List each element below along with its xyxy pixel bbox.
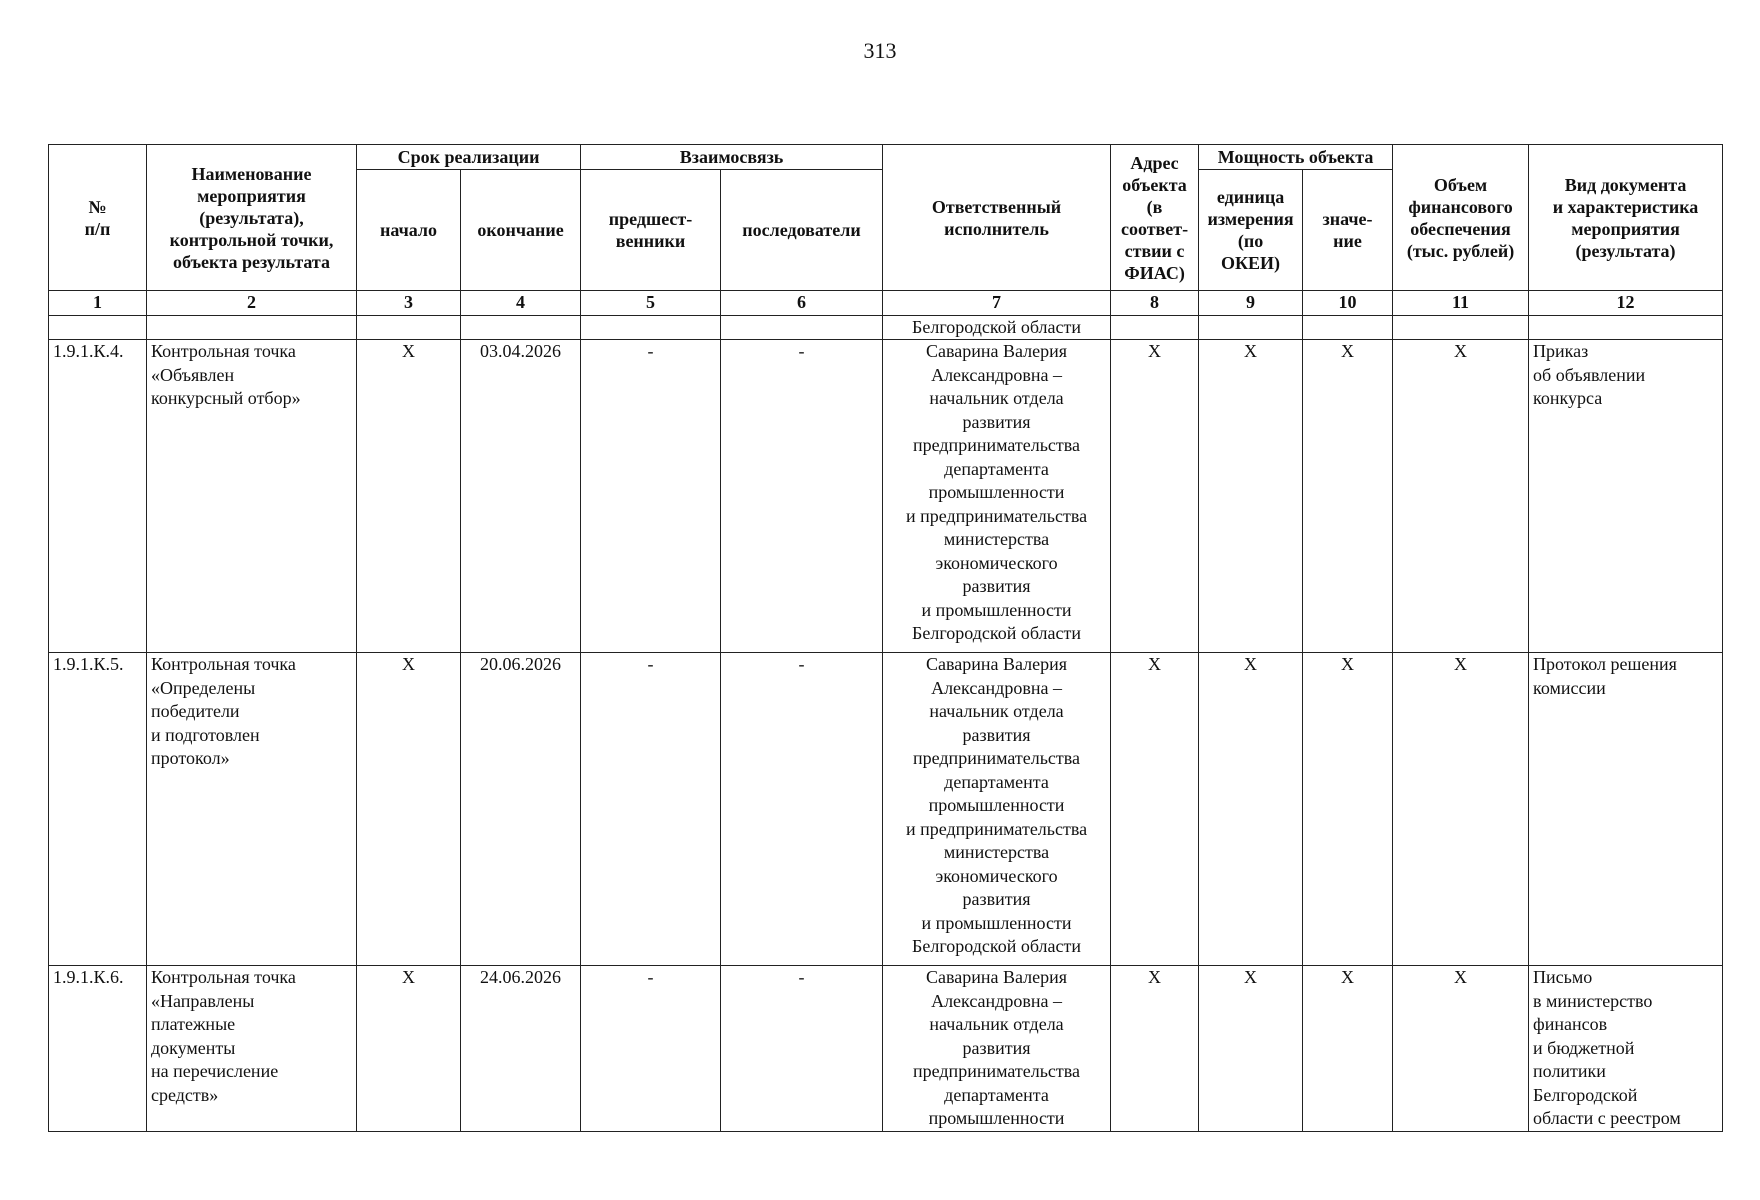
cell-successors: - — [721, 340, 883, 653]
table-row — [49, 966, 1723, 1132]
cell-successors: - — [721, 966, 883, 1132]
cell-address: Х — [1111, 966, 1199, 1132]
page-number: 313 — [863, 38, 897, 63]
cell-responsible: Саварина Валерия Александровна – начальник отдела развития предпринимательства департамента промышленности и предпринимательства министерства экономического развития и промышленности Белгородской области — [883, 653, 1111, 966]
cell-unit: Х — [1199, 966, 1303, 1132]
cell-empty — [721, 315, 883, 340]
cell-name: Контрольная точка «Определены победители и подготовлен протокол» — [147, 653, 357, 966]
cell-value: Х — [1303, 340, 1393, 653]
table-row — [49, 340, 1723, 653]
cell-successors: - — [721, 653, 883, 966]
cell-responsible: Саварина Валерия Александровна – начальник отдела развития предпринимательства департамента промышленности и предпринимательства министерства экономического развития и промышленности Белгородской области — [883, 340, 1111, 653]
cell-end: 20.06.2026 — [461, 653, 581, 966]
column-number: 8 — [1111, 291, 1199, 316]
column-number: 5 — [581, 291, 721, 316]
cell-unit: Х — [1199, 653, 1303, 966]
cell-document: Письмо в министерство финансов и бюджетной политики Белгородской области с реестром — [1529, 966, 1723, 1132]
cell-start: Х — [357, 966, 461, 1132]
cell-responsible-continued: Белгородской области — [883, 315, 1111, 340]
header-address: Адрес объекта (в соответ- ствии с ФИАС) — [1111, 145, 1199, 291]
cell-responsible: Саварина Валерия Александровна – начальник отдела развития предпринимательства департамента промышленности — [883, 966, 1111, 1132]
cell-empty — [1529, 315, 1723, 340]
header-capacity-group: Мощность объекта — [1199, 145, 1393, 170]
cell-value: Х — [1303, 653, 1393, 966]
header-no: № п/п — [49, 145, 147, 291]
header-unit: единица измерения (по ОКЕИ) — [1199, 170, 1303, 291]
cell-empty — [1199, 315, 1303, 340]
cell-predecessors: - — [581, 340, 721, 653]
header-predecessors: предшест- венники — [581, 170, 721, 291]
cell-empty — [1303, 315, 1393, 340]
column-number-row — [49, 291, 1723, 316]
cell-predecessors: - — [581, 966, 721, 1132]
cell-start: Х — [357, 340, 461, 653]
header-start: начало — [357, 170, 461, 291]
cell-name: Контрольная точка «Направлены платежные документы на перечисление средств» — [147, 966, 357, 1132]
column-number: 9 — [1199, 291, 1303, 316]
cell-end: 24.06.2026 — [461, 966, 581, 1132]
cell-predecessors: - — [581, 653, 721, 966]
column-number: 2 — [147, 291, 357, 316]
header-relation-group: Взаимосвязь — [581, 145, 883, 170]
cell-finance: Х — [1393, 966, 1529, 1132]
cell-empty — [581, 315, 721, 340]
header-value: значе- ние — [1303, 170, 1393, 291]
cell-empty — [147, 315, 357, 340]
cell-name: Контрольная точка «Объявлен конкурсный отбор» — [147, 340, 357, 653]
continuation-row — [49, 315, 1723, 340]
header-successors: последователи — [721, 170, 883, 291]
column-number: 11 — [1393, 291, 1529, 316]
implementation-plan-table — [48, 144, 1723, 1132]
header-period-group: Срок реализации — [357, 145, 581, 170]
cell-empty — [357, 315, 461, 340]
cell-empty — [1111, 315, 1199, 340]
table-row — [49, 653, 1723, 966]
cell-finance: Х — [1393, 340, 1529, 653]
cell-end: 03.04.2026 — [461, 340, 581, 653]
header-name: Наименование мероприятия (результата), контрольной точки, объекта результата — [147, 145, 357, 291]
cell-empty — [49, 315, 147, 340]
cell-address: Х — [1111, 340, 1199, 653]
column-number: 10 — [1303, 291, 1393, 316]
header-responsible: Ответственный исполнитель — [883, 145, 1111, 291]
cell-empty — [1393, 315, 1529, 340]
cell-finance: Х — [1393, 653, 1529, 966]
cell-empty — [461, 315, 581, 340]
column-number: 12 — [1529, 291, 1723, 316]
cell-no: 1.9.1.К.6. — [49, 966, 147, 1132]
header-finance: Объем финансового обеспечения (тыс. рублей) — [1393, 145, 1529, 291]
cell-document: Протокол решения комиссии — [1529, 653, 1723, 966]
column-number: 3 — [357, 291, 461, 316]
cell-no: 1.9.1.К.4. — [49, 340, 147, 653]
column-number: 1 — [49, 291, 147, 316]
cell-document: Приказ об объявлении конкурса — [1529, 340, 1723, 653]
header-document: Вид документа и характеристика мероприятия (результата) — [1529, 145, 1723, 291]
cell-value: Х — [1303, 966, 1393, 1132]
column-number: 4 — [461, 291, 581, 316]
cell-unit: Х — [1199, 340, 1303, 653]
column-number: 6 — [721, 291, 883, 316]
cell-address: Х — [1111, 653, 1199, 966]
cell-start: Х — [357, 653, 461, 966]
cell-no: 1.9.1.К.5. — [49, 653, 147, 966]
column-number: 7 — [883, 291, 1111, 316]
header-end: окончание — [461, 170, 581, 291]
